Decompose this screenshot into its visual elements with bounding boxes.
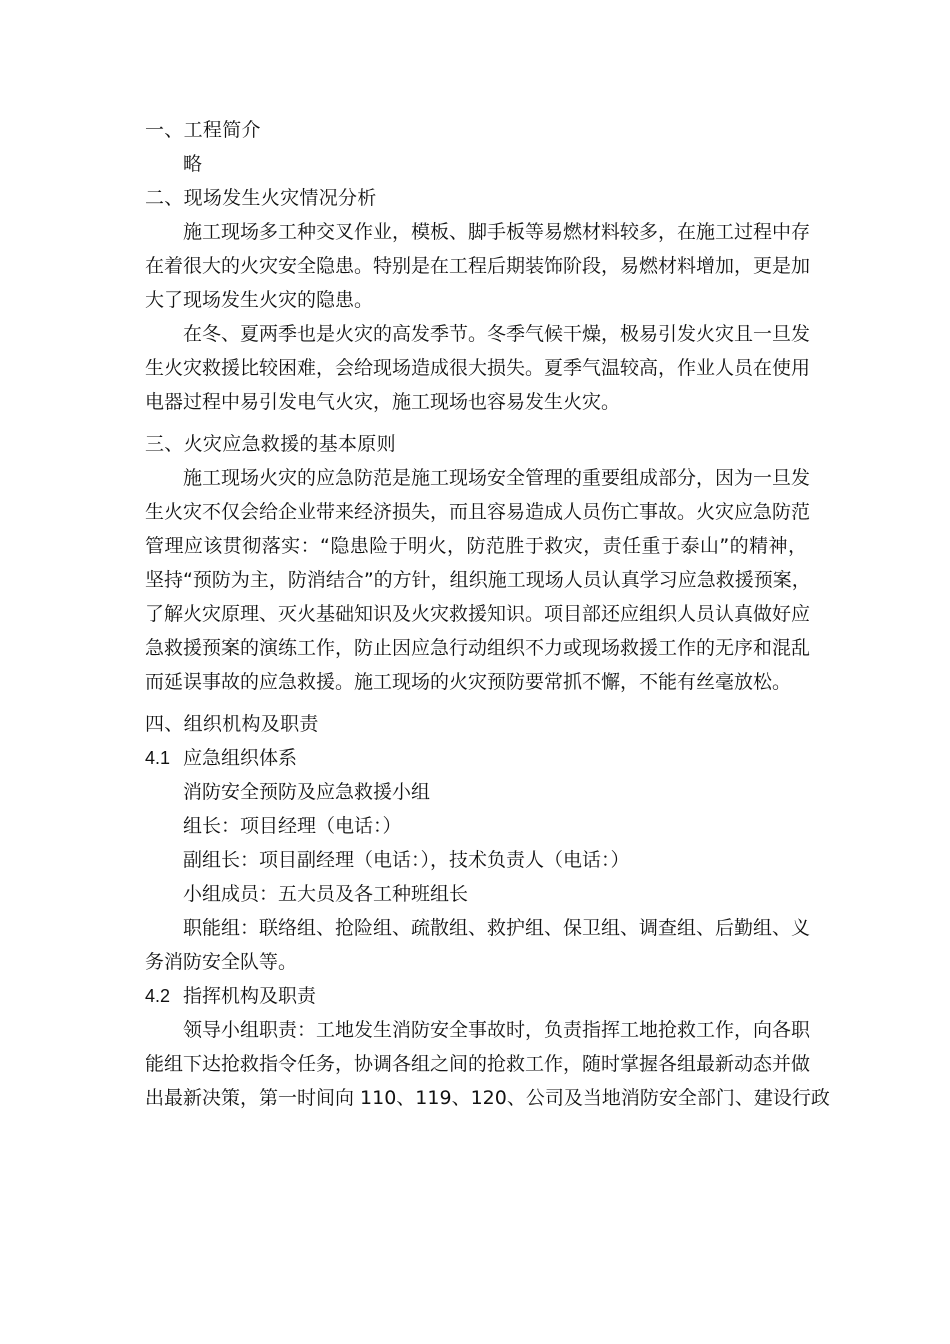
spacer bbox=[145, 699, 807, 707]
paragraph-line: 生火灾救援比较困难，会给现场造成很大损失。夏季气温较高，作业人员在使用 bbox=[145, 357, 811, 379]
subsection-heading bbox=[145, 979, 807, 1013]
paragraph-line: 大了现场发生火灾的隐患。 bbox=[145, 289, 374, 311]
paragraph-line: 消防安全预防及应急救援小组 bbox=[183, 781, 431, 803]
paragraph-line: 而延误事故的应急救援。施工现场的火灾预防要常抓不懈，不能有丝毫放松。 bbox=[145, 671, 792, 693]
paragraph-line: 管理应该贯彻落实：“隐患险于明火，防范胜于救灾，责任重于泰山”的精神， bbox=[145, 535, 807, 557]
spacer bbox=[145, 419, 807, 427]
paragraph-line: 领导小组职责：工地发生消防安全事故时，负责指挥工地抢救工作，向各职 bbox=[183, 1019, 811, 1041]
paragraph-line: 务消防安全队等。 bbox=[145, 951, 298, 973]
paragraph-line: 略 bbox=[183, 153, 203, 175]
paragraph-line: 出最新决策，第一时间向 110、119、120、公司及当地消防安全部门、建设行政 bbox=[145, 1087, 830, 1109]
paragraph-line: 职能组：联络组、抢险组、疏散组、救护组、保卫组、调查组、后勤组、义 bbox=[183, 917, 811, 939]
paragraph-line: 在着很大的火灾安全隐患。特别是在工程后期装饰阶段，易燃材料增加，更是加 bbox=[145, 255, 811, 277]
paragraph-line: 能组下达抢救指令任务，协调各组之间的抢救工作，随时掌握各组最新动态并做 bbox=[145, 1053, 811, 1075]
subsection-number: 4.2 bbox=[145, 986, 171, 1006]
section-heading: 二、现场发生火灾情况分析 bbox=[145, 187, 377, 209]
paragraph-line: 组长：项目经理（电话：） bbox=[183, 815, 402, 837]
section-heading: 一、工程简介 bbox=[145, 119, 261, 141]
paragraph-line: 急救援预案的演练工作，防止因应急行动组织不力或现场救援工作的无序和混乱 bbox=[145, 637, 811, 659]
subsection-number: 4.1 bbox=[145, 748, 171, 768]
paragraph-line: 坚持“预防为主，防消结合”的方针，组织施工现场人员认真学习应急救援预案， bbox=[145, 569, 811, 591]
paragraph-line: 生火灾不仅会给企业带来经济损失，而且容易造成人员伤亡事故。火灾应急防范 bbox=[145, 501, 811, 523]
paragraph-line: 施工现场火灾的应急防范是施工现场安全管理的重要组成部分，因为一旦发 bbox=[183, 467, 811, 489]
paragraph-line: 小组成员：五大员及各工种班组长 bbox=[183, 883, 469, 905]
section-heading: 三、火灾应急救援的基本原则 bbox=[145, 433, 396, 455]
paragraph-line: 副组长：项目副经理（电话：），技术负责人（电话：） bbox=[183, 849, 630, 871]
section-heading: 四、组织机构及职责 bbox=[145, 713, 319, 735]
paragraph-line: 在冬、夏两季也是火灾的高发季节。冬季气候干燥，极易引发火灾且一旦发 bbox=[183, 323, 811, 345]
paragraph-line: 电器过程中易引发电气火灾，施工现场也容易发生火灾。 bbox=[145, 391, 621, 413]
document-page bbox=[145, 113, 830, 1115]
subsection-title: 应急组织体系 bbox=[183, 747, 298, 769]
paragraph-line: 施工现场多工种交叉作业，模板、脚手板等易燃材料较多，在施工过程中存 bbox=[183, 221, 811, 243]
subsection-heading bbox=[145, 741, 807, 775]
subsection-title: 指挥机构及职责 bbox=[183, 985, 317, 1007]
paragraph-line: 了解火灾原理、灭火基础知识及火灾救援知识。项目部还应组织人员认真做好应 bbox=[145, 603, 811, 625]
